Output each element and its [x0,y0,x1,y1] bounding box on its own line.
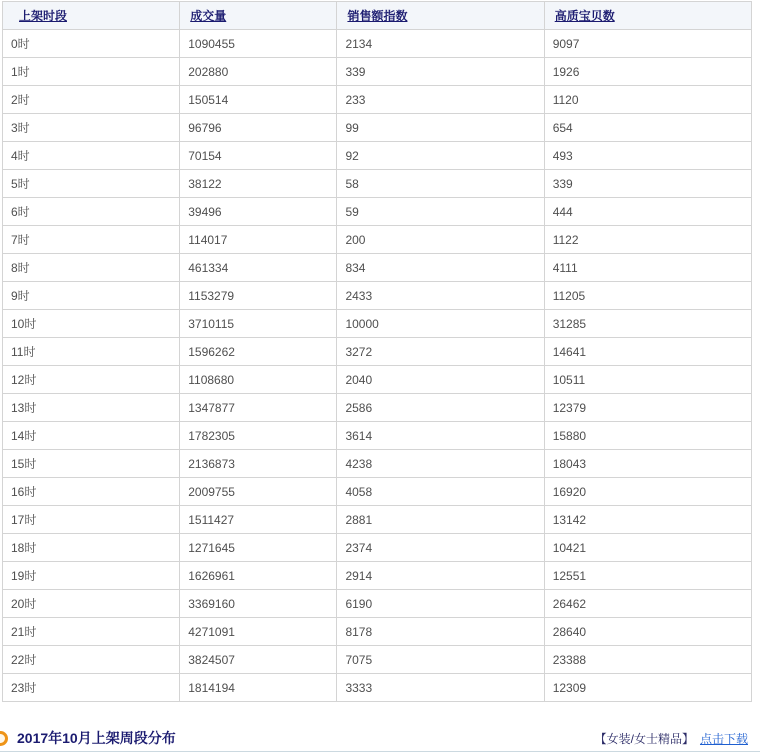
value-cell: 2433 [337,282,544,310]
value-cell: 1122 [544,226,751,254]
value-cell: 26462 [544,590,751,618]
value-cell: 3710115 [180,310,337,338]
value-cell: 1926 [544,58,751,86]
table-row [3,170,752,198]
table-row [3,534,752,562]
column-header-link[interactable]: 上架时段 [19,9,68,23]
value-cell: 1782305 [180,422,337,450]
value-cell: 13142 [544,506,751,534]
table-row [3,562,752,590]
value-cell: 4058 [337,478,544,506]
value-cell: 11205 [544,282,751,310]
value-cell: 233 [337,86,544,114]
value-cell: 1153279 [180,282,337,310]
value-cell: 7075 [337,646,544,674]
value-cell: 12551 [544,562,751,590]
column-header-link[interactable]: 成交量 [190,9,227,23]
table-row [3,30,752,58]
value-cell: 16920 [544,478,751,506]
hour-cell: 10时 [3,310,180,338]
hour-cell: 12时 [3,366,180,394]
value-cell: 31285 [544,310,751,338]
hour-cell: 3时 [3,114,180,142]
value-cell: 1271645 [180,534,337,562]
value-cell: 96796 [180,114,337,142]
value-cell: 150514 [180,86,337,114]
table-row [3,254,752,282]
hour-cell: 7时 [3,226,180,254]
value-cell: 2586 [337,394,544,422]
hour-cell: 21时 [3,618,180,646]
value-cell: 3333 [337,674,544,702]
value-cell: 1347877 [180,394,337,422]
column-header[interactable] [337,2,544,30]
section-title: 2017年10月上架周段分布 [17,730,176,746]
value-cell: 3369160 [180,590,337,618]
value-cell: 9097 [544,30,751,58]
value-cell: 461334 [180,254,337,282]
value-cell: 200 [337,226,544,254]
value-cell: 2136873 [180,450,337,478]
value-cell: 14641 [544,338,751,366]
value-cell: 12309 [544,674,751,702]
value-cell: 114017 [180,226,337,254]
column-header-link[interactable]: 销售额指数 [347,9,408,23]
table-row [3,478,752,506]
table-row [3,282,752,310]
value-cell: 10421 [544,534,751,562]
section-footer [0,725,760,752]
hour-cell: 2时 [3,86,180,114]
value-cell: 2881 [337,506,544,534]
table-row [3,142,752,170]
hour-cell: 20时 [3,590,180,618]
hour-cell: 15时 [3,450,180,478]
value-cell: 2040 [337,366,544,394]
value-cell: 2914 [337,562,544,590]
table-row [3,590,752,618]
value-cell: 834 [337,254,544,282]
value-cell: 1108680 [180,366,337,394]
value-cell: 339 [544,170,751,198]
table-row [3,422,752,450]
table-row [3,58,752,86]
table-row [3,450,752,478]
value-cell: 339 [337,58,544,86]
value-cell: 2374 [337,534,544,562]
value-cell: 58 [337,170,544,198]
hour-cell: 17时 [3,506,180,534]
download-link[interactable]: 点击下载 [699,731,748,746]
value-cell: 2009755 [180,478,337,506]
hour-cell: 1时 [3,58,180,86]
hour-cell: 13时 [3,394,180,422]
value-cell: 4238 [337,450,544,478]
value-cell: 3614 [337,422,544,450]
column-header[interactable] [544,2,751,30]
value-cell: 28640 [544,618,751,646]
value-cell: 1596262 [180,338,337,366]
table-row [3,338,752,366]
value-cell: 3272 [337,338,544,366]
table-header-row [3,2,752,30]
value-cell: 1090455 [180,30,337,58]
hour-cell: 6时 [3,198,180,226]
bullet-icon [0,731,8,746]
table-body [3,30,752,702]
hour-cell: 9时 [3,282,180,310]
table-row [3,198,752,226]
value-cell: 1626961 [180,562,337,590]
table-row [3,394,752,422]
page [0,1,760,755]
category-label: 【女装/女士精品】 [594,731,694,746]
value-cell: 99 [337,114,544,142]
column-header[interactable] [180,2,337,30]
table-row [3,114,752,142]
table-row [3,86,752,114]
value-cell: 8178 [337,618,544,646]
hour-cell: 23时 [3,674,180,702]
listing-time-table [2,1,752,702]
value-cell: 1814194 [180,674,337,702]
hour-cell: 19时 [3,562,180,590]
value-cell: 6190 [337,590,544,618]
value-cell: 92 [337,142,544,170]
table-row [3,366,752,394]
hour-cell: 8时 [3,254,180,282]
value-cell: 23388 [544,646,751,674]
table-row [3,618,752,646]
table-row [3,226,752,254]
value-cell: 12379 [544,394,751,422]
table-row [3,646,752,674]
column-header-link[interactable]: 高质宝贝数 [554,9,615,23]
value-cell: 654 [544,114,751,142]
value-cell: 10000 [337,310,544,338]
hour-cell: 16时 [3,478,180,506]
value-cell: 59 [337,198,544,226]
value-cell: 493 [544,142,751,170]
value-cell: 10511 [544,366,751,394]
column-header[interactable] [3,2,180,30]
value-cell: 70154 [180,142,337,170]
hour-cell: 5时 [3,170,180,198]
value-cell: 4111 [544,254,751,282]
value-cell: 2134 [337,30,544,58]
hour-cell: 11时 [3,338,180,366]
value-cell: 1511427 [180,506,337,534]
value-cell: 15880 [544,422,751,450]
hour-cell: 18时 [3,534,180,562]
hour-cell: 22时 [3,646,180,674]
hour-cell: 0时 [3,30,180,58]
value-cell: 202880 [180,58,337,86]
value-cell: 1120 [544,86,751,114]
value-cell: 38122 [180,170,337,198]
value-cell: 444 [544,198,751,226]
hour-cell: 14时 [3,422,180,450]
value-cell: 18043 [544,450,751,478]
value-cell: 4271091 [180,618,337,646]
hour-cell: 4时 [3,142,180,170]
value-cell: 39496 [180,198,337,226]
table-row [3,310,752,338]
footer-right [595,730,748,747]
value-cell: 3824507 [180,646,337,674]
table-row [3,674,752,702]
table-row [3,506,752,534]
